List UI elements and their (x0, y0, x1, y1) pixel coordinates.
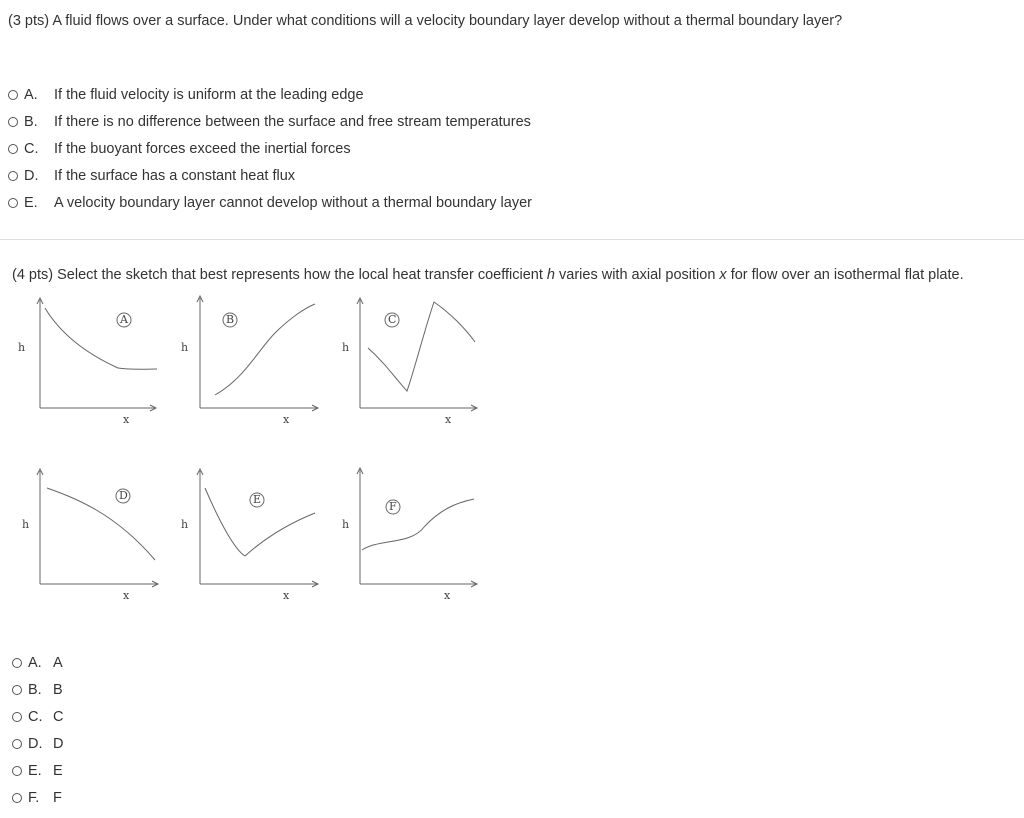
panel-e-x-axis (200, 581, 318, 587)
panel-b-y-axis (197, 296, 203, 408)
panel-b-x-axis (200, 405, 318, 411)
option-text: B (53, 681, 63, 698)
panel-b-y-label: h (181, 341, 189, 354)
panel-e-x-label: x (283, 589, 290, 602)
panel-a-axes (37, 298, 156, 411)
panel-e-y-axis (197, 469, 203, 584)
radio-button[interactable] (12, 658, 22, 668)
radio-button[interactable] (12, 685, 22, 695)
panel-f-y-label: h (342, 518, 350, 531)
question-1-options (8, 81, 1018, 216)
panel-a-x-label: x (123, 413, 130, 426)
panel-e-axes (197, 469, 318, 587)
question-2-options (12, 649, 63, 811)
panel-a-y-axis (37, 298, 43, 408)
option-text: E (53, 762, 63, 779)
option-text: If the fluid velocity is uniform at the leading edge (54, 86, 364, 103)
radio-button[interactable] (12, 766, 22, 776)
heat-transfer-sketch (0, 288, 500, 618)
panel-a-x-axis (40, 405, 156, 411)
option-letter: A. (28, 654, 42, 671)
prompt-text-3: for flow over an isothermal flat plate. (726, 267, 964, 283)
option-letter: E. (28, 762, 42, 779)
panel-f-label: F (389, 500, 397, 513)
option-letter: D. (24, 167, 39, 184)
option-letter: A. (24, 86, 38, 103)
q2-option-c[interactable] (12, 703, 63, 730)
option-text: If the surface has a constant heat flux (54, 167, 296, 184)
q1-option-e[interactable] (8, 189, 1018, 216)
question-1 (8, 11, 1018, 216)
panel-f-y-axis (357, 468, 363, 584)
prompt-var-x: x (719, 267, 727, 283)
panel-c-y-axis (357, 298, 363, 408)
panel-d-y-label: h (22, 518, 30, 531)
panel-d-curve (47, 488, 155, 560)
panel-e-label: E (253, 493, 262, 506)
option-letter: F. (28, 789, 40, 806)
option-text: F (53, 789, 62, 806)
panel-f-axes (357, 468, 477, 587)
q1-option-d[interactable] (8, 162, 1018, 189)
q1-option-a[interactable] (8, 81, 1018, 108)
option-text: If there is no difference between the surface and free stream temperatures (54, 113, 531, 130)
radio-button[interactable] (12, 739, 22, 749)
panel-e-y-label: h (181, 518, 189, 531)
prompt-text-1: (4 pts) Select the sketch that best represents how the local heat transfer coefficient (12, 267, 547, 283)
q2-option-a[interactable] (12, 649, 63, 676)
option-letter: C. (24, 140, 39, 157)
panel-c-y-label: h (342, 341, 350, 354)
option-text: If the buoyant forces exceed the inertial forces (54, 140, 351, 157)
option-text: D (53, 735, 64, 752)
radio-button[interactable] (12, 793, 22, 803)
panel-a-curve (45, 308, 157, 369)
q2-option-e[interactable] (12, 757, 63, 784)
panel-a-y-label: h (18, 341, 26, 354)
panel-c-x-axis (360, 405, 477, 411)
q2-option-d[interactable] (12, 730, 63, 757)
panel-d-axes (37, 469, 158, 587)
panel-b-x-label: x (283, 413, 290, 426)
panel-d-y-axis (37, 469, 43, 584)
radio-button[interactable] (12, 712, 22, 722)
option-letter: C. (28, 708, 43, 725)
q2-option-b[interactable] (12, 676, 63, 703)
panel-d-x-label: x (123, 589, 130, 602)
radio-button[interactable] (8, 117, 18, 127)
panel-c-label: C (388, 313, 397, 326)
sketch-svg (0, 288, 500, 618)
panel-a-label: A (120, 313, 128, 326)
panel-c-x-label: x (445, 413, 452, 426)
radio-button[interactable] (8, 90, 18, 100)
question-divider (0, 239, 1024, 240)
question-1-prompt: (3 pts) A fluid flows over a surface. Under what conditions will a velocity boundary layer develop without a thermal boundary layer? (8, 13, 843, 29)
option-letter: B. (28, 681, 42, 698)
panel-b-label: B (226, 313, 235, 326)
q2-option-f[interactable] (12, 784, 63, 811)
option-letter: B. (24, 113, 38, 130)
panel-f-x-axis (360, 581, 477, 587)
option-text: C (53, 708, 64, 725)
prompt-var-h: h (546, 267, 555, 283)
q1-option-c[interactable] (8, 135, 1018, 162)
option-text: A (53, 654, 63, 671)
panel-f-x-label: x (444, 589, 451, 602)
question-2 (12, 265, 1022, 285)
q1-option-b[interactable] (8, 108, 1018, 135)
option-letter: D. (28, 735, 43, 752)
option-letter: E. (24, 194, 38, 211)
radio-button[interactable] (8, 171, 18, 181)
panel-f-curve (362, 499, 474, 550)
panel-d-label: D (119, 489, 128, 502)
radio-button[interactable] (8, 144, 18, 154)
option-text: A velocity boundary layer cannot develop without a thermal boundary layer (54, 194, 532, 211)
prompt-text-2: varies with axial position (555, 267, 720, 283)
panel-c-curve (368, 302, 475, 391)
question-2-prompt (12, 265, 1022, 285)
panel-d-x-axis (40, 581, 158, 587)
radio-button[interactable] (8, 198, 18, 208)
